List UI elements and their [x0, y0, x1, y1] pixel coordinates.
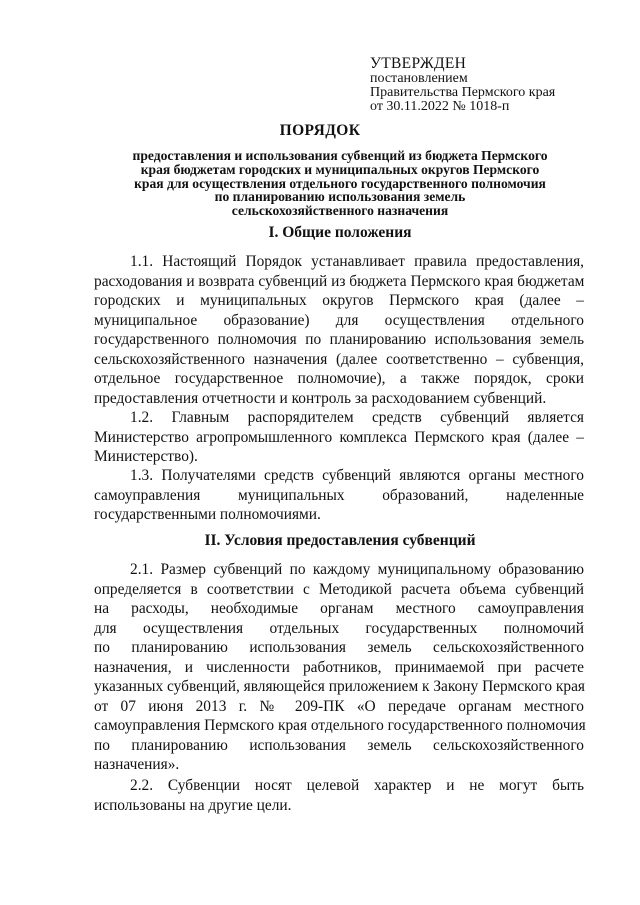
paragraph-2-1 [94, 560, 584, 775]
document-subtitle [100, 149, 580, 218]
text-line: городских и муниципальных округов Пермского края (далее – [94, 292, 584, 309]
text-line: сельскохозяйственного назначения (далее соответственно – субвенция, [94, 350, 584, 368]
text-line: расходования и возврата субвенций из бюджета Пермского края бюджетам [94, 272, 585, 290]
subtitle-line: края для осуществления отдельного государственного полномочия [134, 175, 546, 191]
text-line: муниципальное образование) для осуществления отдельного [94, 311, 584, 329]
text-line: 1.1. Настоящий Порядок устанавливает правила предоставления, [130, 253, 584, 270]
text-line: назначения». [94, 756, 180, 773]
text-line: самоуправления Пермского края отдельного государственного полномочия [94, 717, 586, 734]
text-line: предоставления отчетности и контроль за расходованием субвенций. [94, 389, 547, 407]
subtitle-line: по планированию использования земель [214, 189, 466, 205]
paragraph-1-2 [94, 408, 584, 467]
subtitle-line: края бюджетам городских и муниципальных округов Пермского [140, 161, 540, 177]
text-line: назначения, и численности работников, принимаемой при расчете [94, 658, 584, 676]
text-line: 1.2. Главным распорядителем средств субвенций является [130, 409, 584, 426]
text-line: использованы на другие цели. [94, 796, 292, 814]
section-heading-1: I. Общие положения [268, 224, 412, 241]
text-line: государственными полномочиями. [94, 506, 321, 523]
text-line: определяется в соответствии с Методикой расчета объема субвенций [94, 580, 584, 598]
text-line: Министерство). [94, 448, 198, 465]
text-line: государственного полномочия по планированию использования земель [94, 331, 584, 348]
text-line: отдельное государственное полномочие), а также порядок, сроки [94, 370, 584, 387]
text-line: по планированию использования земель сельскохозяйственного [94, 736, 584, 754]
text-line: для осуществления отдельных государственных полномочий [94, 619, 584, 637]
text-line: по планированию использования земель сельскохозяйственного [94, 639, 584, 656]
section-heading-2: II. Условия предоставления субвенций [204, 532, 476, 549]
text-line: на расходы, необходимые органам местного самоуправления [94, 600, 584, 617]
text-line: от 07 июня 2013 г. № 209-ПК «О передаче органам местного [94, 697, 584, 715]
approval-line-2: Правительства Пермского края [370, 85, 556, 100]
text-line: указанных субвенций, являющейся приложением к Закону Пермского края [94, 678, 585, 695]
subtitle-line: предоставления и использования субвенций из бюджета Пермского [132, 148, 548, 163]
paragraph-1-3 [94, 466, 584, 525]
text-line: самоуправления муниципальных образований, наделенные [94, 486, 584, 504]
subtitle-line: сельскохозяйственного назначения [231, 203, 449, 219]
approval-title: УТВЕРЖДЕН [370, 55, 467, 72]
paragraph-2-2 [94, 776, 584, 815]
text-line: 1.3. Получателями средств субвенций являются органы местного [130, 467, 584, 484]
approval-line-3: от 30.11.2022 № 1018-п [370, 99, 510, 114]
paragraph-1-1 [94, 252, 584, 408]
document-title: ПОРЯДОК [279, 122, 361, 139]
approval-line-1: постановлением [370, 71, 468, 86]
text-line: 2.2. Субвенции носят целевой характер и не могут быть [130, 777, 584, 794]
text-line: 2.1. Размер субвенций по каждому муниципальному образованию [130, 561, 584, 578]
approval-stamp [370, 56, 620, 114]
text-line: Министерство агропромышленного комплекса Пермского края (далее – [94, 428, 584, 446]
